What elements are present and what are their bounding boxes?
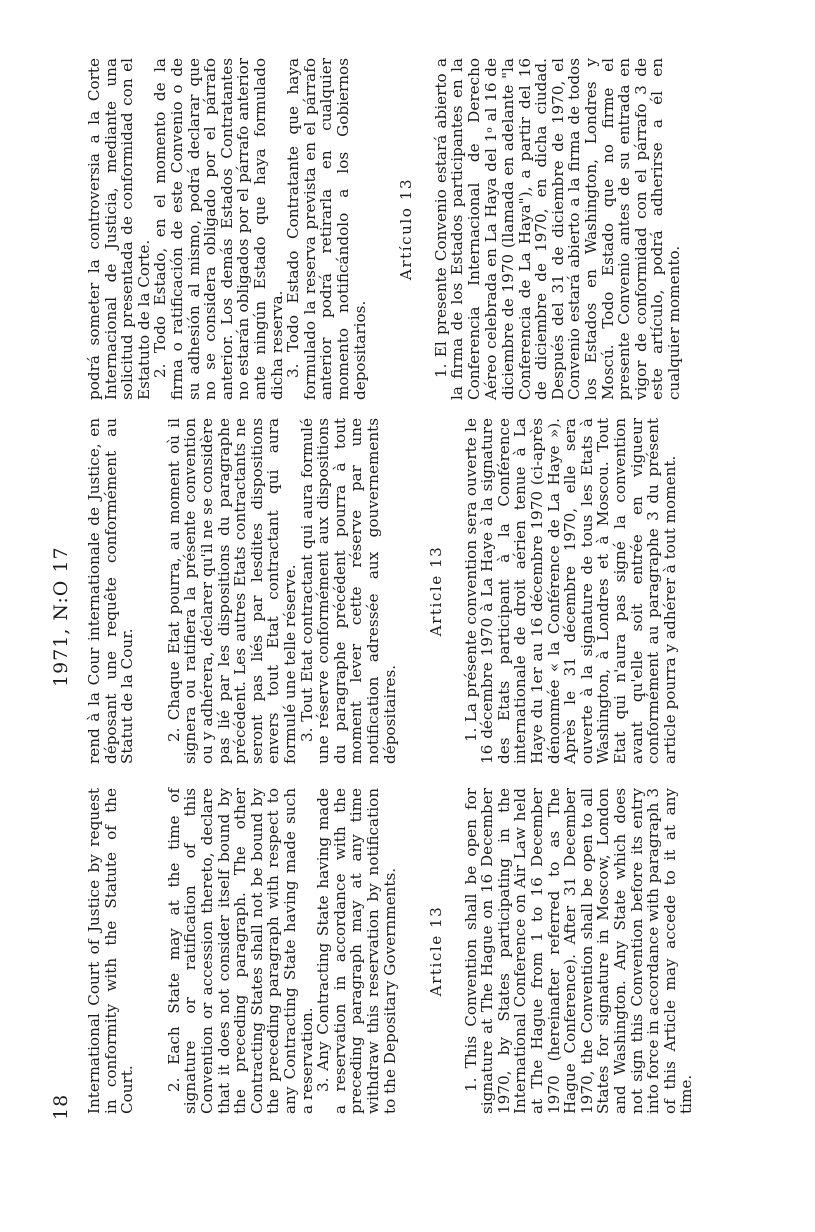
english-paragraph-3: 3. Any Contracting State having made a reservation in accordance with the preceding paragraph may at any time withdraw this reservation by notification to the Depositary Governments.: [314, 788, 399, 1114]
column-french: [86, 418, 678, 764]
spanish-paragraph-3: 3. Todo Estado Contratante que haya formulado la reserva prevista en el párrafo anterior podrá retirarla en cualquier momento notificándolo a los Gobiernos depositarios.: [284, 58, 369, 400]
french-paragraph-3: 3. Tout Etat contractant qui aura formulé une réserve conformément aux dispositions du paragraphe précédent pourra à tout moment lever cette réserve par une notification adressée aux gouvernements dépositaires.: [297, 418, 399, 764]
spanish-a13-text-start: 1. El presente Convenio estará abierto a la firma de los Estados participantes en la Conferencia Internacional de Derecho Aéreo celebrada en La Haya del 1: [431, 58, 501, 400]
ordinal-superscript: o: [485, 127, 496, 133]
spanish-a13-text-end: al 16 de diciembre de 1970 (llamada en adelante "la Conferencia de La Haya"), a partir del 16 de diciembre de 1970, en dicha ciudad. Después del 31 de diciembre de 1970, el Convenio estará abierto a la firma de todos los Estados en Washington, Londres y Moscú. Todo Estado que no firme el presente Convenio antes de su entrada en vigor de conformidad con el párrafo 3 de este artículo, podrá adherirse a él en cualquier momento.: [482, 58, 683, 400]
english-article-heading: Article 13: [427, 905, 446, 997]
column-spanish: [86, 58, 683, 400]
spanish-article-heading: Artículo 13: [397, 177, 416, 281]
column-english: [86, 788, 695, 1114]
french-paragraph-2: 2. Chaque Etat pourra, au moment où il signera ou ratifiera la présente convention ou y adhérera, déclarer qu'il ne se considère pas lié par les dispositions du paragraphe précédent. Les autres Etats contractants ne seront pas liés par lesdites dispositions envers tout Etat contractant qui aura formulé une telle réserve.: [164, 418, 299, 764]
french-intro: rend à la Cour internationale de Justice, en déposant une requête conformément au Statut de la Cour.: [85, 418, 137, 764]
spanish-intro: podrá someter la controversia a la Corte Internacional de Justicia, mediante una solicitud presentada de conformidad con el Estatuto de la Corte.: [85, 58, 153, 400]
spanish-paragraph-2: 2. Todo Estado, en el momento de la firma o ratificación de este Convenio o de su adhesión al mismo, podrá declarar que no se considera obligado por el párrafo anterior. Los demás Estados Contratantes no estarán obligados por el párrafo anterior ante ningún Estado que haya formulado dicha reserva.: [151, 58, 286, 400]
french-article-13-paragraph-1: 1. La présente convention sera ouverte le 16 décembre 1970 à La Haye à la signature des Etats participant à la Conférence internationale de droit aérien tenue à La Haye du 1er au 16 décembre 1970 (ci-après dénommée « la Conférence de La Haye »). Après le 31 décembre 1970, elle sera ouverte à la signature de tous les Etats à Washington, à Londres et à Moscou. Tout Etat qui n'aura pas signé la convention avant qu'elle soit entrée en vigueur conformément au paragraphe 3 du présent article pourra y adhérer à tout moment.: [461, 418, 679, 764]
english-intro: International Court of Justice by request in conformity with the Statute of the Court.: [85, 788, 137, 1114]
page-number: 18: [50, 1093, 72, 1120]
english-paragraph-2: 2. Each State may at the time of signature or ratification of this Convention or accession thereto, declare that it does not consider itself bound by the preceding paragraph. The other Contracting States shall not be bound by the preceding paragraph with respect to any Contracting State having made such a reservation.: [164, 788, 316, 1114]
english-article-13-paragraph-1: 1. This Convention shall be open for signature at The Hague on 16 December 1970, by States participating in the International Conference on Air Law held at The Hague from 1 to 16 December 1970 (hereinafter referred to as The Hague Conference). After 31 December 1970, the Convention shall be open to all States for signature in Moscow, London and Washington. Any State which does not sign this Convention before its entry into force in accordance with paragraph 3 of this Article may accede to it at any time.: [461, 788, 696, 1114]
french-article-heading: Article 13: [427, 545, 446, 637]
spanish-article-13-paragraph-1: [433, 58, 683, 400]
running-heading: 1971, N:O 17: [50, 546, 72, 687]
